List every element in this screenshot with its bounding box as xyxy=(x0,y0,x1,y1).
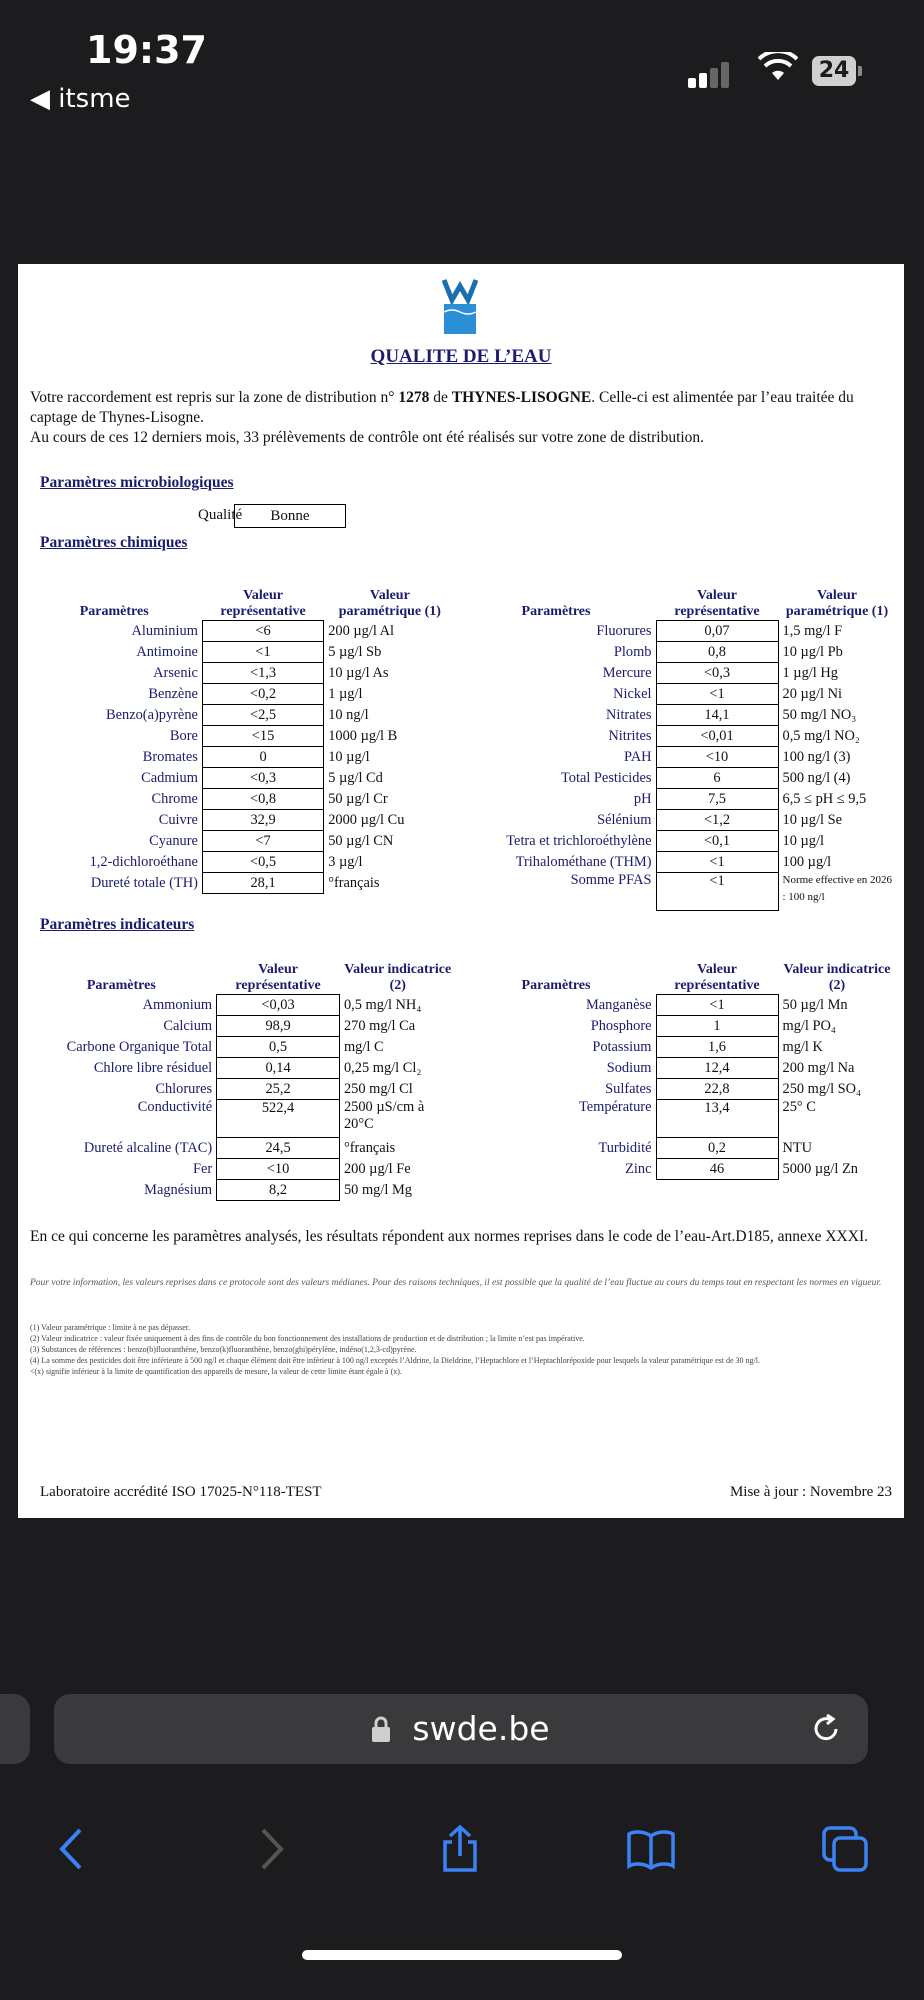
param-limit: 1,5 mg/l F xyxy=(782,622,843,639)
param-limit: mg/l PO₄ xyxy=(782,1017,836,1034)
chem-table-left: Paramètres Valeur représentative Valeur paramétrique (1) Aluminium <6 200 µg/l Al Antimoine <1 5 µg/l Sb Arsenic <1,3 10 µg/l As Benzène <0,2 1 µg/l Benzo(a)pyrène <2,5 10 ng/l Bore <15 1000 µg/l B Bromates 0 10 µg/l Cadmium <0,3 5 µg/l Cd Chrome <0,8 50 µg/l Cr Cuivre 32,9 2000 µg/l Cu Cyanure <7 50 µg/l CN 1,2-dichloroéthane <0,5 3 µg/l Dureté totale (TH) 28,1 °français xyxy=(26,562,456,894)
table-row xyxy=(26,641,456,662)
param-name: PAH xyxy=(624,748,652,765)
param-limit: 50 µg/l CN xyxy=(328,832,394,849)
param-limit: Norme effective en 2026 : 100 ng/l xyxy=(782,874,892,903)
table-row xyxy=(456,1137,896,1158)
param-name: 1,2-dichloroéthane xyxy=(89,853,198,870)
param-name: Température xyxy=(578,1099,652,1115)
param-limit: °français xyxy=(328,874,380,891)
url-text: swde.be xyxy=(412,1709,550,1748)
param-value: <1 xyxy=(656,994,778,1015)
param-value: <0,03 xyxy=(217,994,340,1015)
footnotes: (1) Valeur paramétrique : limite à ne pas dépasser. (2) Valeur indicatrice : valeur fixée uniquement à des fins de contrôle du bon fonctionnement des installations de production et de distribution ; la limite n’est pas impérative. (3) Substances de références : benzo(b)fluoranthène, benzo(k)fluoranthène, benzo(ghi)pérylène, indéno(1,2,3-cd)pyrène. (4) La somme des pesticides doit être inférieure à 500 ng/l et chaque élément doit être inférieur à 100 ng/l exceptés l’Aldrine, la Dieldrine, l’Heptachlore et l’Heptachlorépoxide pour lesquels la valeur paramétrique est de 30 ng/l. <(x) signifie inférieur à la limite de quantification des appareils de mesure, la valeur de cette limite étant égale à (x). xyxy=(30,1323,760,1376)
table-row xyxy=(456,641,896,662)
table-row xyxy=(26,1099,456,1137)
table-row xyxy=(26,683,456,704)
tabs-icon[interactable] xyxy=(820,1824,870,1874)
param-value: 12,4 xyxy=(656,1057,778,1078)
table-row xyxy=(26,767,456,788)
quality-value: Bonne xyxy=(234,504,346,528)
param-name: Total Pesticides xyxy=(560,769,652,786)
param-limit: mg/l C xyxy=(343,1038,384,1055)
lab-accreditation: Laboratoire accrédité ISO 17025-N°118-TEST xyxy=(40,1484,322,1500)
param-limit: 1 µg/l xyxy=(328,685,363,702)
table-row xyxy=(456,851,896,872)
table-row xyxy=(456,1036,896,1057)
param-value: 0,5 xyxy=(217,1036,340,1057)
param-value: <1,3 xyxy=(202,662,323,683)
param-limit: 50 mg/l NO₃ xyxy=(782,706,857,723)
param-limit: 2500 µS/cm à 20°C xyxy=(343,1099,425,1132)
table-row xyxy=(456,1078,896,1099)
ind-table-left: Paramètres Valeur représentative Valeur indicatrice (2) Ammonium <0,03 0,5 mg/l NH₄ Calcium 98,9 270 mg/l Ca Carbone Organique Total 0,5 mg/l C Chlore libre résiduel 0,14 0,25 mg/l Cl₂ Chlorures 25,2 250 mg/l Cl Conductivité 522,4 2500 µS/cm à 20°C Dureté alcaline (TAC) 24,5 °français Fer <10 200 µg/l Fe Magnésium 8,2 50 mg/l Mg xyxy=(26,956,456,1201)
param-value: <1 xyxy=(656,872,778,910)
param-limit: 20 µg/l Ni xyxy=(782,685,842,702)
param-limit: 0,5 mg/l NO₂ xyxy=(782,727,860,744)
table-row xyxy=(26,1036,456,1057)
param-limit: 270 mg/l Ca xyxy=(343,1017,416,1034)
param-name: Arsenic xyxy=(153,664,198,681)
table-row xyxy=(26,994,456,1015)
param-name: Tetra et trichloroéthylène xyxy=(506,832,652,849)
param-value: <1 xyxy=(656,683,778,704)
reload-icon[interactable] xyxy=(808,1711,844,1747)
table-row xyxy=(456,620,896,641)
param-limit: 50 µg/l Mn xyxy=(782,996,848,1013)
param-name: Conductivité xyxy=(137,1099,213,1115)
param-name: Dureté totale (TH) xyxy=(90,874,198,891)
table-row xyxy=(456,704,896,725)
table-row xyxy=(456,994,896,1015)
update-date: Mise à jour : Novembre 23 xyxy=(729,1484,892,1500)
param-limit: 0,5 mg/l NH₄ xyxy=(343,996,422,1013)
param-value: <1,2 xyxy=(656,809,778,830)
table-row xyxy=(456,830,896,851)
param-limit: 2000 µg/l Cu xyxy=(328,811,405,828)
table-row xyxy=(26,830,456,851)
table-row xyxy=(456,746,896,767)
param-name: Sulfates xyxy=(605,1080,652,1097)
table-row xyxy=(26,746,456,767)
conclusion-text: En ce qui concerne les paramètres analysés, les résultats répondent aux normes reprises dans le code de l’eau-Art.D185, annexe XXXI. xyxy=(30,1228,868,1245)
table-row xyxy=(26,1015,456,1036)
forward-arrow-icon[interactable] xyxy=(245,1824,295,1874)
chem-heading: Paramètres chimiques xyxy=(40,534,188,551)
param-value: <10 xyxy=(217,1158,340,1179)
param-limit: 5 µg/l Cd xyxy=(328,769,383,786)
param-name: Turbidité xyxy=(598,1139,652,1156)
param-name: Nitrites xyxy=(608,727,652,744)
back-to-app-link[interactable]: ◀ itsme xyxy=(30,84,131,114)
param-value: 0 xyxy=(202,746,323,767)
param-value: 8,2 xyxy=(217,1179,340,1200)
param-name: Carbone Organique Total xyxy=(66,1038,213,1055)
home-indicator[interactable] xyxy=(302,1950,622,1960)
param-limit: 5 µg/l Sb xyxy=(328,643,382,660)
micro-heading: Paramètres microbiologiques xyxy=(40,474,234,491)
table-row xyxy=(26,725,456,746)
param-name: Cadmium xyxy=(141,769,198,786)
param-name: Trihalométhane (THM) xyxy=(515,853,652,870)
previous-tab-edge[interactable] xyxy=(0,1694,30,1764)
table-row xyxy=(26,620,456,641)
table-row xyxy=(26,1179,456,1200)
param-limit: 200 µg/l Al xyxy=(328,622,395,639)
param-value: <0,3 xyxy=(202,767,323,788)
param-limit: 250 mg/l SO₄ xyxy=(782,1080,862,1097)
param-name: Ammonium xyxy=(142,996,213,1013)
param-limit: 100 ng/l (3) xyxy=(782,748,851,765)
param-name: Antimoine xyxy=(136,643,198,660)
address-bar[interactable] xyxy=(54,1694,868,1764)
param-value: 25,2 xyxy=(217,1078,340,1099)
param-value: <0,2 xyxy=(202,683,323,704)
param-value: <2,5 xyxy=(202,704,323,725)
status-bar xyxy=(0,0,924,140)
param-name: Fluorures xyxy=(596,622,652,639)
param-value: 0,2 xyxy=(656,1137,778,1158)
param-name: Potassium xyxy=(592,1038,652,1055)
param-limit: 200 µg/l Fe xyxy=(343,1160,411,1177)
param-value: 522,4 xyxy=(217,1099,340,1137)
param-name: Nickel xyxy=(613,685,652,702)
table-row xyxy=(26,704,456,725)
table-row xyxy=(26,1057,456,1078)
param-value: 6 xyxy=(656,767,778,788)
table-row xyxy=(26,872,456,893)
param-limit: 10 µg/l xyxy=(328,748,370,765)
param-limit: 0,25 mg/l Cl₂ xyxy=(343,1059,422,1076)
param-value: 28,1 xyxy=(202,872,323,893)
ind-heading: Paramètres indicateurs xyxy=(40,916,195,933)
param-value: 0,14 xyxy=(217,1057,340,1078)
param-value: 32,9 xyxy=(202,809,323,830)
table-row xyxy=(456,1015,896,1036)
param-limit: 10 µg/l xyxy=(782,832,824,849)
param-name: Benzène xyxy=(148,685,198,702)
param-value: <0,3 xyxy=(656,662,778,683)
param-value: <1 xyxy=(202,641,323,662)
table-row xyxy=(26,788,456,809)
table-row xyxy=(26,809,456,830)
clock: 19:37 xyxy=(86,28,207,72)
table-row xyxy=(26,1078,456,1099)
param-name: Bromates xyxy=(142,748,198,765)
param-value: 0,07 xyxy=(656,620,778,641)
table-row xyxy=(456,725,896,746)
param-name: Fer xyxy=(192,1160,213,1177)
quality-label: Qualité xyxy=(198,507,243,523)
table-row xyxy=(26,1137,456,1158)
bookmarks-icon[interactable] xyxy=(626,1824,676,1874)
param-name: Zinc xyxy=(625,1160,652,1177)
param-name: Sodium xyxy=(606,1059,652,1076)
param-name: Nitrates xyxy=(605,706,652,723)
param-name: Cuivre xyxy=(158,811,198,828)
param-name: Phosphore xyxy=(590,1017,652,1034)
chem-table-right: Paramètres Valeur représentative Valeur paramétrique (1) Fluorures 0,07 1,5 mg/l F Plomb 0,8 10 µg/l Pb Mercure <0,3 1 µg/l Hg Nickel <1 20 µg/l Ni Nitrates 14,1 50 mg/l NO₃ Nitrites <0,01 0,5 mg/l NO₂ PAH <10 100 ng/l (3) Total Pesticides 6 500 ng/l (4) pH 7,5 6,5 ≤ pH ≤ 9,5 Sélénium <1,2 10 µg/l Se Tetra et trichloroéthylène <0,1 10 µg/l Trihalométhane (THM) <1 100 µg/l Somme PFAS <1 Norme effective en 2026 : 100 ng/l xyxy=(456,562,896,911)
table-row xyxy=(456,1057,896,1078)
document-title: QUALITE DE L’EAU xyxy=(370,346,552,367)
param-limit: 100 µg/l xyxy=(782,853,832,870)
table-row xyxy=(26,662,456,683)
param-name: Benzo(a)pyrène xyxy=(106,706,198,723)
param-limit: 10 ng/l xyxy=(328,706,369,723)
table-row xyxy=(456,1099,896,1137)
param-limit: 200 mg/l Na xyxy=(782,1059,855,1076)
param-name: Magnésium xyxy=(144,1181,213,1198)
param-limit: °français xyxy=(343,1139,396,1156)
param-name: Chlorures xyxy=(155,1080,213,1097)
param-name: Calcium xyxy=(163,1017,213,1034)
table-row xyxy=(456,788,896,809)
param-limit: 5000 µg/l Zn xyxy=(782,1160,858,1177)
lock-icon xyxy=(366,1714,396,1744)
param-limit: 10 µg/l As xyxy=(328,664,389,681)
param-name: Aluminium xyxy=(131,622,198,639)
wifi-icon xyxy=(758,52,798,86)
param-name: Mercure xyxy=(602,664,652,681)
battery-indicator: 24 xyxy=(812,56,856,86)
param-value: <15 xyxy=(202,725,323,746)
table-row xyxy=(456,872,896,910)
param-value: <0,1 xyxy=(656,830,778,851)
param-limit: 6,5 ≤ pH ≤ 9,5 xyxy=(782,790,867,807)
param-value: 1 xyxy=(656,1015,778,1036)
param-value: <1 xyxy=(656,851,778,872)
param-value: 13,4 xyxy=(656,1099,778,1137)
param-value: 7,5 xyxy=(656,788,778,809)
param-value: <10 xyxy=(656,746,778,767)
cellular-signal-icon xyxy=(688,58,728,88)
param-name: Cyanure xyxy=(149,832,198,849)
param-name: Dureté alcaline (TAC) xyxy=(83,1139,213,1156)
param-name: Somme PFAS xyxy=(570,872,652,888)
param-name: Chlore libre résiduel xyxy=(93,1059,213,1076)
param-value: 98,9 xyxy=(217,1015,340,1036)
param-name: Chrome xyxy=(151,790,198,807)
share-icon[interactable] xyxy=(435,1824,485,1874)
table-row xyxy=(456,662,896,683)
param-value: <0,5 xyxy=(202,851,323,872)
param-limit: 10 µg/l Se xyxy=(782,811,842,828)
intro-text: Votre raccordement est repris sur la zone de distribution n° 1278 de THYNES-LISOGNE. Celle-ci est alimentée par l’eau traitée du captage de Thynes-Lisogne. Au cours de ces 12 derniers mois, 33 prélèvements de contrôle ont été réalisés sur votre zone de distribution. xyxy=(30,389,854,446)
table-row xyxy=(456,1158,896,1179)
table-row xyxy=(456,683,896,704)
param-limit: 500 ng/l (4) xyxy=(782,769,851,786)
param-limit: 1 µg/l Hg xyxy=(782,664,838,681)
param-limit: 1000 µg/l B xyxy=(328,727,398,744)
param-name: pH xyxy=(633,790,652,807)
param-value: 0,8 xyxy=(656,641,778,662)
param-value: 46 xyxy=(656,1158,778,1179)
param-limit: 3 µg/l xyxy=(328,853,363,870)
param-value: 24,5 xyxy=(217,1137,340,1158)
param-value: 22,8 xyxy=(656,1078,778,1099)
param-name: Plomb xyxy=(613,643,652,660)
param-value: 1,6 xyxy=(656,1036,778,1057)
ind-table-right: Paramètres Valeur représentative Valeur indicatrice (2) Manganèse <1 50 µg/l Mn Phosphore 1 mg/l PO₄ Potassium 1,6 mg/l K Sodium 12,4 200 mg/l Na Sulfates 22,8 250 mg/l SO₄ Température 13,4 25° C Turbidité 0,2 NTU Zinc 46 5000 µg/l Zn xyxy=(456,956,896,1180)
param-limit: 250 mg/l Cl xyxy=(343,1080,413,1097)
param-value: <7 xyxy=(202,830,323,851)
param-limit: 50 mg/l Mg xyxy=(343,1181,412,1198)
information-note: Pour votre information, les valeurs reprises dans ce protocole sont des valeurs médianes. Pour des raisons techniques, il est possible que la qualité de l’eau fluctue au cours du temps tout en respectant les normes en vigueur. xyxy=(30,1278,882,1288)
param-value: 14,1 xyxy=(656,704,778,725)
param-limit: 10 µg/l Pb xyxy=(782,643,843,660)
param-limit: 25° C xyxy=(782,1099,816,1115)
param-name: Sélénium xyxy=(597,811,652,828)
back-arrow-icon[interactable] xyxy=(48,1824,98,1874)
table-row xyxy=(26,851,456,872)
table-row xyxy=(26,1158,456,1179)
table-row xyxy=(456,809,896,830)
param-limit: NTU xyxy=(782,1139,813,1156)
swde-logo xyxy=(442,276,478,336)
param-value: <0,01 xyxy=(656,725,778,746)
table-row xyxy=(456,767,896,788)
document-page xyxy=(18,264,904,1518)
param-value: <6 xyxy=(202,620,323,641)
param-value: <0,8 xyxy=(202,788,323,809)
param-name: Manganèse xyxy=(585,996,652,1013)
param-name: Bore xyxy=(169,727,198,744)
param-limit: 50 µg/l Cr xyxy=(328,790,388,807)
param-limit: mg/l K xyxy=(782,1038,823,1055)
